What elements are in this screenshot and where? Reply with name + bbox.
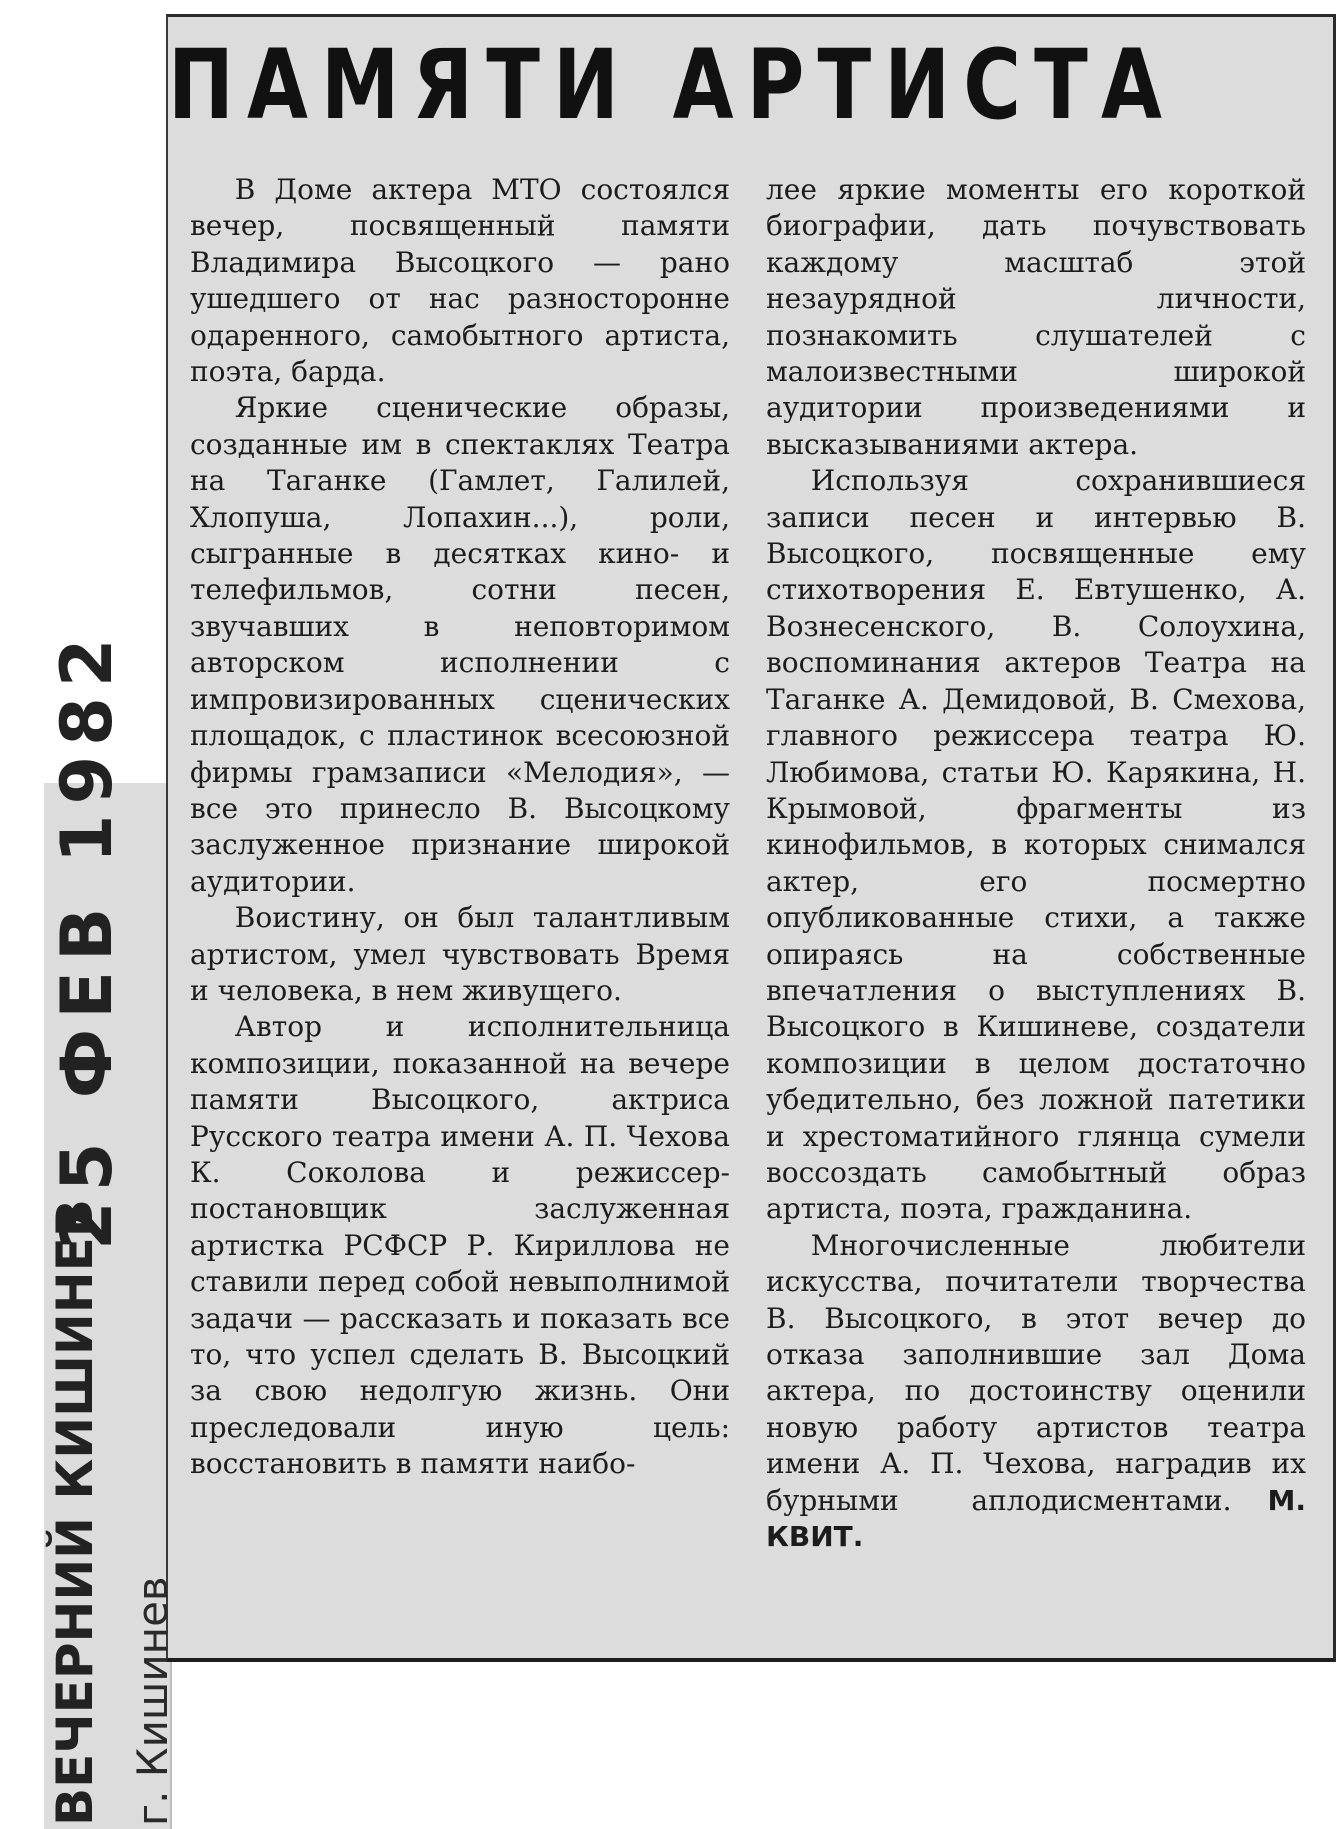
paragraph: Используя сохранившиеся записи песен и интервью В. Высоцкого, посвященные ему стихотворения Е. Евтушенко, А. Вознесенского, В. Солоухина, воспоминания актеров Театра на Таганке А. Демидовой, В. Смехова, главного режиссера театра Ю. Любимова, статьи Ю. Карякина, Н. Крымовой, фрагменты из кинофильмов, в которых снимался актер, его посмертно опубликованные стихи, а также опираясь на собственные впечатления о выступлениях В. Высоцкого в Кишиневе, создатели композиции в целом достаточно убедительно, без ложной патетики и хрестоматийного глянца сумели воссоздать самобытный образ артиста, поэта, гражданина. xyxy=(766,464,1306,1226)
byline: М. КВИТ. xyxy=(766,1483,1306,1554)
paragraph-final xyxy=(766,1228,1306,1556)
article-column-right xyxy=(766,172,1306,1555)
newspaper-clipping xyxy=(166,14,1336,1662)
article-column-left xyxy=(190,172,730,1483)
paragraph-text: Многочисленные любители искусства, почитатели творчества В. Высоцкого, в этот вечер до отказа заполнившие зал Дома актера, по достоинству оценили новую работу артистов театра имени А. П. Чехова, наградив их бурными аплодисментами. xyxy=(766,1228,1306,1517)
headline: ПАМЯТИ АРТИСТА xyxy=(168,29,1176,141)
date-stamp: 25 ФЕВ 1982 xyxy=(46,628,128,1250)
city-stamp: г. Кишинев xyxy=(128,1576,177,1826)
paragraph-continuation: лее яркие моменты его короткой биографии, дать почувствовать каждому масштаб этой незаурядной личности, познакомить слушателей с малоизвестными широкой аудитории произведениями и высказываниями актера. xyxy=(766,173,1306,461)
paragraph: В Доме актера МТО состоялся вечер, посвященный памяти Владимира Высоцкого — рано ушедшего от нас разносторонне одаренного, самобытного артиста, поэта, барда. xyxy=(190,173,730,389)
newspaper-name-stamp: ВЕЧЕРНИЙ КИШИНЕВ xyxy=(46,1199,104,1826)
paragraph: Автор и исполнительница композиции, показанной на вечере памяти Высоцкого, актриса Русского театра имени А. П. Чехова К. Соколова и режиссер-постановщик заслуженная артистка РСФСР Р. Кириллова не ставили перед собой невыполнимой задачи — рассказать и показать все то, что успел сделать В. Высоцкий за свою недолгую жизнь. Они преследовали иную цель: восстановить в памяти наибо- xyxy=(190,1010,730,1481)
paragraph: Воистину, он был талантливым артистом, умел чувствовать Время и человека, в нем живущего. xyxy=(190,901,730,1007)
paragraph: Яркие сценические образы, созданные им в спектаклях Театра на Таганке (Гамлет, Галилей, Хлопуша, Лопахин...), роли, сыгранные в десятках кино- и телефильмов, сотни песен, звучавших в неповторимом авторском исполнении с импровизированных сценических площадок, с пластинок всесоюзной фирмы грамзаписи «Мелодия», — все это принесло В. Высоцкому заслуженное признание широкой аудитории. xyxy=(190,391,730,898)
